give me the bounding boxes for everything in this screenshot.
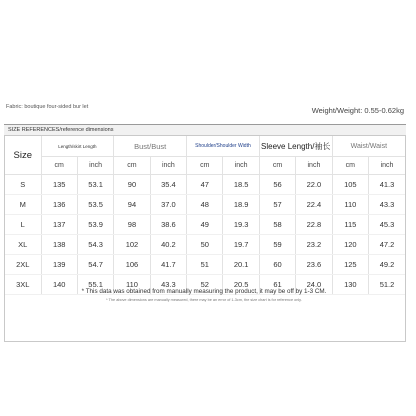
measurement-cell: 37.0 (150, 195, 186, 215)
measurement-cell: 22.8 (296, 215, 332, 235)
unit-cell: inch (223, 157, 259, 175)
measurement-cell: 139 (41, 255, 77, 275)
measurement-cell: 90 (114, 175, 150, 195)
measurement-cell: 49 (187, 215, 223, 235)
measurement-cell: 56 (259, 175, 295, 195)
measurement-cell: 54.7 (77, 255, 113, 275)
measurement-cell: 18.5 (223, 175, 259, 195)
measurement-cell: 137 (41, 215, 77, 235)
measurement-cell: 52 (187, 275, 223, 295)
unit-cell: inch (369, 157, 405, 175)
header-shoulder: Shoulder/Shoulder Width (187, 136, 260, 157)
measurement-cell: 23.2 (296, 235, 332, 255)
measurement-cell: 51 (187, 255, 223, 275)
measurement-cell: 35.4 (150, 175, 186, 195)
measurement-cell: 140 (41, 275, 77, 295)
fabric-note: Fabric: boutique four-sided bur let (6, 104, 89, 110)
measurement-cell: 53.5 (77, 195, 113, 215)
measurement-cell: 41.7 (150, 255, 186, 275)
unit-cell: cm (332, 157, 368, 175)
header-waist: Waist/Waist (332, 136, 405, 157)
measurement-cell: 38.6 (150, 215, 186, 235)
unit-cell: cm (259, 157, 295, 175)
table-row (5, 215, 405, 235)
size-label-cell: 3XL (5, 275, 41, 295)
measurement-cell: 53.9 (77, 215, 113, 235)
measurement-cell: 110 (332, 195, 368, 215)
measurement-cell: 59 (259, 235, 295, 255)
measurement-cell: 51.2 (369, 275, 405, 295)
measurement-cell: 102 (114, 235, 150, 255)
unit-cell: cm (114, 157, 150, 175)
measurement-cell: 130 (332, 275, 368, 295)
unit-cell: inch (296, 157, 332, 175)
unit-cell: inch (77, 157, 113, 175)
measurement-cell: 58 (259, 215, 295, 235)
measurement-cell: 43.3 (150, 275, 186, 295)
header-row (5, 136, 405, 157)
size-label-cell: S (5, 175, 41, 195)
size-label-cell: 2XL (5, 255, 41, 275)
measurement-cell: 94 (114, 195, 150, 215)
measurement-cell: 61 (259, 275, 295, 295)
measurement-cell: 22.0 (296, 175, 332, 195)
measurement-cell: 60 (259, 255, 295, 275)
measurement-cell: 22.4 (296, 195, 332, 215)
measurement-cell: 50 (187, 235, 223, 255)
footnote-small: * The above dimensions are manually measured, there may be an error of 1-3cm, the size chart is for reference only. (106, 298, 302, 302)
measurement-cell: 105 (332, 175, 368, 195)
measurement-cell: 120 (332, 235, 368, 255)
unit-cell: inch (150, 157, 186, 175)
measurement-cell: 47.2 (369, 235, 405, 255)
size-table (5, 136, 405, 295)
measurement-cell: 136 (41, 195, 77, 215)
header-sleeve: Sleeve Length/袖长 (259, 136, 332, 157)
measurement-cell: 18.9 (223, 195, 259, 215)
size-label-cell: L (5, 215, 41, 235)
measurement-cell: 106 (114, 255, 150, 275)
section-title: SIZE REFERENCES/reference dimensions (8, 127, 114, 133)
measurement-cell: 20.5 (223, 275, 259, 295)
table-row (5, 175, 405, 195)
measurement-cell: 135 (41, 175, 77, 195)
size-label-cell: M (5, 195, 41, 215)
table-row (5, 235, 405, 255)
measurement-cell: 20.1 (223, 255, 259, 275)
measurement-cell: 47 (187, 175, 223, 195)
weight-note: Weight/Weight: 0.55-0.62kg (311, 106, 404, 115)
size-label-cell: XL (5, 235, 41, 255)
measurement-cell: 24.0 (296, 275, 332, 295)
table-row (5, 255, 405, 275)
header-size: Size (5, 136, 41, 175)
table-row (5, 195, 405, 215)
measurement-cell: 55.1 (77, 275, 113, 295)
measurement-cell: 110 (114, 275, 150, 295)
measurement-cell: 49.2 (369, 255, 405, 275)
unit-cell: cm (187, 157, 223, 175)
measurement-cell: 138 (41, 235, 77, 255)
measurement-cell: 40.2 (150, 235, 186, 255)
measurement-cell: 53.1 (77, 175, 113, 195)
measurement-cell: 41.3 (369, 175, 405, 195)
measurement-cell: 23.6 (296, 255, 332, 275)
footnote-area (4, 285, 404, 325)
measurement-cell: 115 (332, 215, 368, 235)
unit-row (5, 157, 405, 175)
unit-cell: cm (41, 157, 77, 175)
measurement-cell: 98 (114, 215, 150, 235)
measurement-cell: 48 (187, 195, 223, 215)
header-bust: Bust/Bust (114, 136, 187, 157)
header-length: Length/skirt Length (41, 136, 114, 157)
measurement-cell: 19.7 (223, 235, 259, 255)
measurement-cell: 54.3 (77, 235, 113, 255)
footnote-main: * This data was obtained from manually measuring the product, it may be off by 1-3 CM. (81, 288, 327, 295)
measurement-cell: 45.3 (369, 215, 405, 235)
measurement-cell: 19.3 (223, 215, 259, 235)
measurement-cell: 57 (259, 195, 295, 215)
measurement-cell: 125 (332, 255, 368, 275)
measurement-cell: 43.3 (369, 195, 405, 215)
